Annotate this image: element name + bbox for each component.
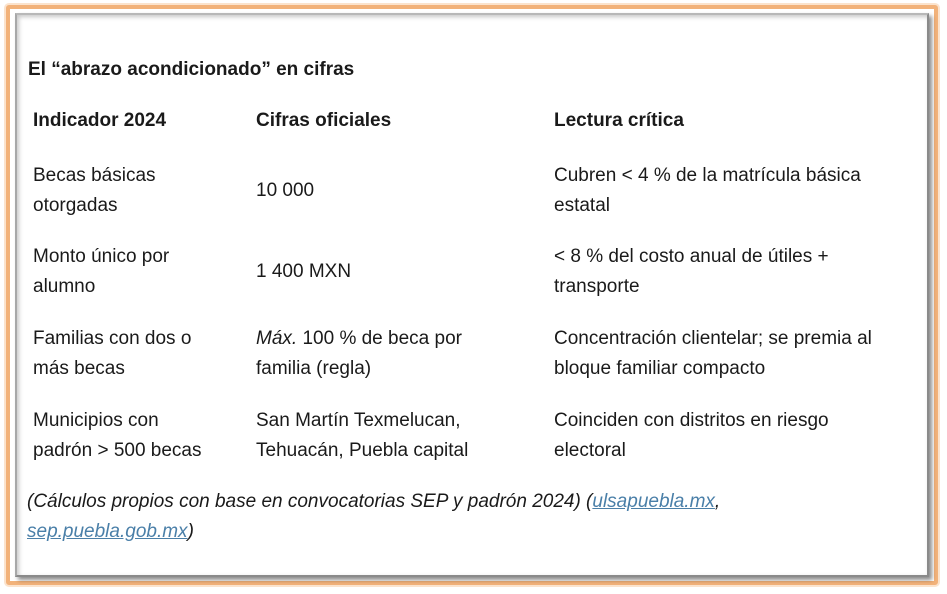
row-2-reading: < 8 % del costo anual de útiles + transporte [554, 246, 829, 297]
row-1-indicator: Becas básicas otorgadas [33, 165, 156, 216]
card-frame [6, 5, 938, 585]
source-link-ulsapuebla[interactable]: ulsapuebla.mx [592, 491, 715, 512]
row-2-indicator: Monto único por alumno [33, 246, 170, 297]
row-4-reading: Coinciden con distritos en riesgo electoral [554, 410, 829, 461]
row-3-indicator: Familias con dos o más becas [33, 328, 192, 379]
row-3-official: Máx. 100 % de beca por familia (regla) [256, 328, 462, 379]
max-prefix: Máx. [256, 328, 298, 349]
card-panel [15, 13, 929, 577]
row-1-official: 10 000 [256, 180, 315, 201]
row-4-official: San Martín Texmelucan, Tehuacán, Puebla capital [256, 410, 469, 461]
header-official: Cifras oficiales [256, 110, 392, 131]
source-footnote: (Cálculos propios con base en convocatorias SEP y padrón 2024) (ulsapuebla.mx, sep.puebla.gob.mx) [27, 491, 721, 542]
row-4-indicator: Municipios con padrón > 500 becas [33, 410, 202, 461]
row-1-reading: Cubren < 4 % de la matrícula básica estatal [554, 165, 861, 216]
row-3-reading: Concentración clientelar; se premia al bloque familiar compacto [554, 328, 872, 379]
row-2-official: 1 400 MXN [256, 261, 352, 282]
header-indicator: Indicador 2024 [33, 110, 167, 131]
source-link-sep-puebla[interactable]: sep.puebla.gob.mx [27, 521, 188, 542]
header-reading: Lectura crítica [554, 110, 684, 131]
card-title: El “abrazo acondicionado” en cifras [28, 59, 355, 80]
